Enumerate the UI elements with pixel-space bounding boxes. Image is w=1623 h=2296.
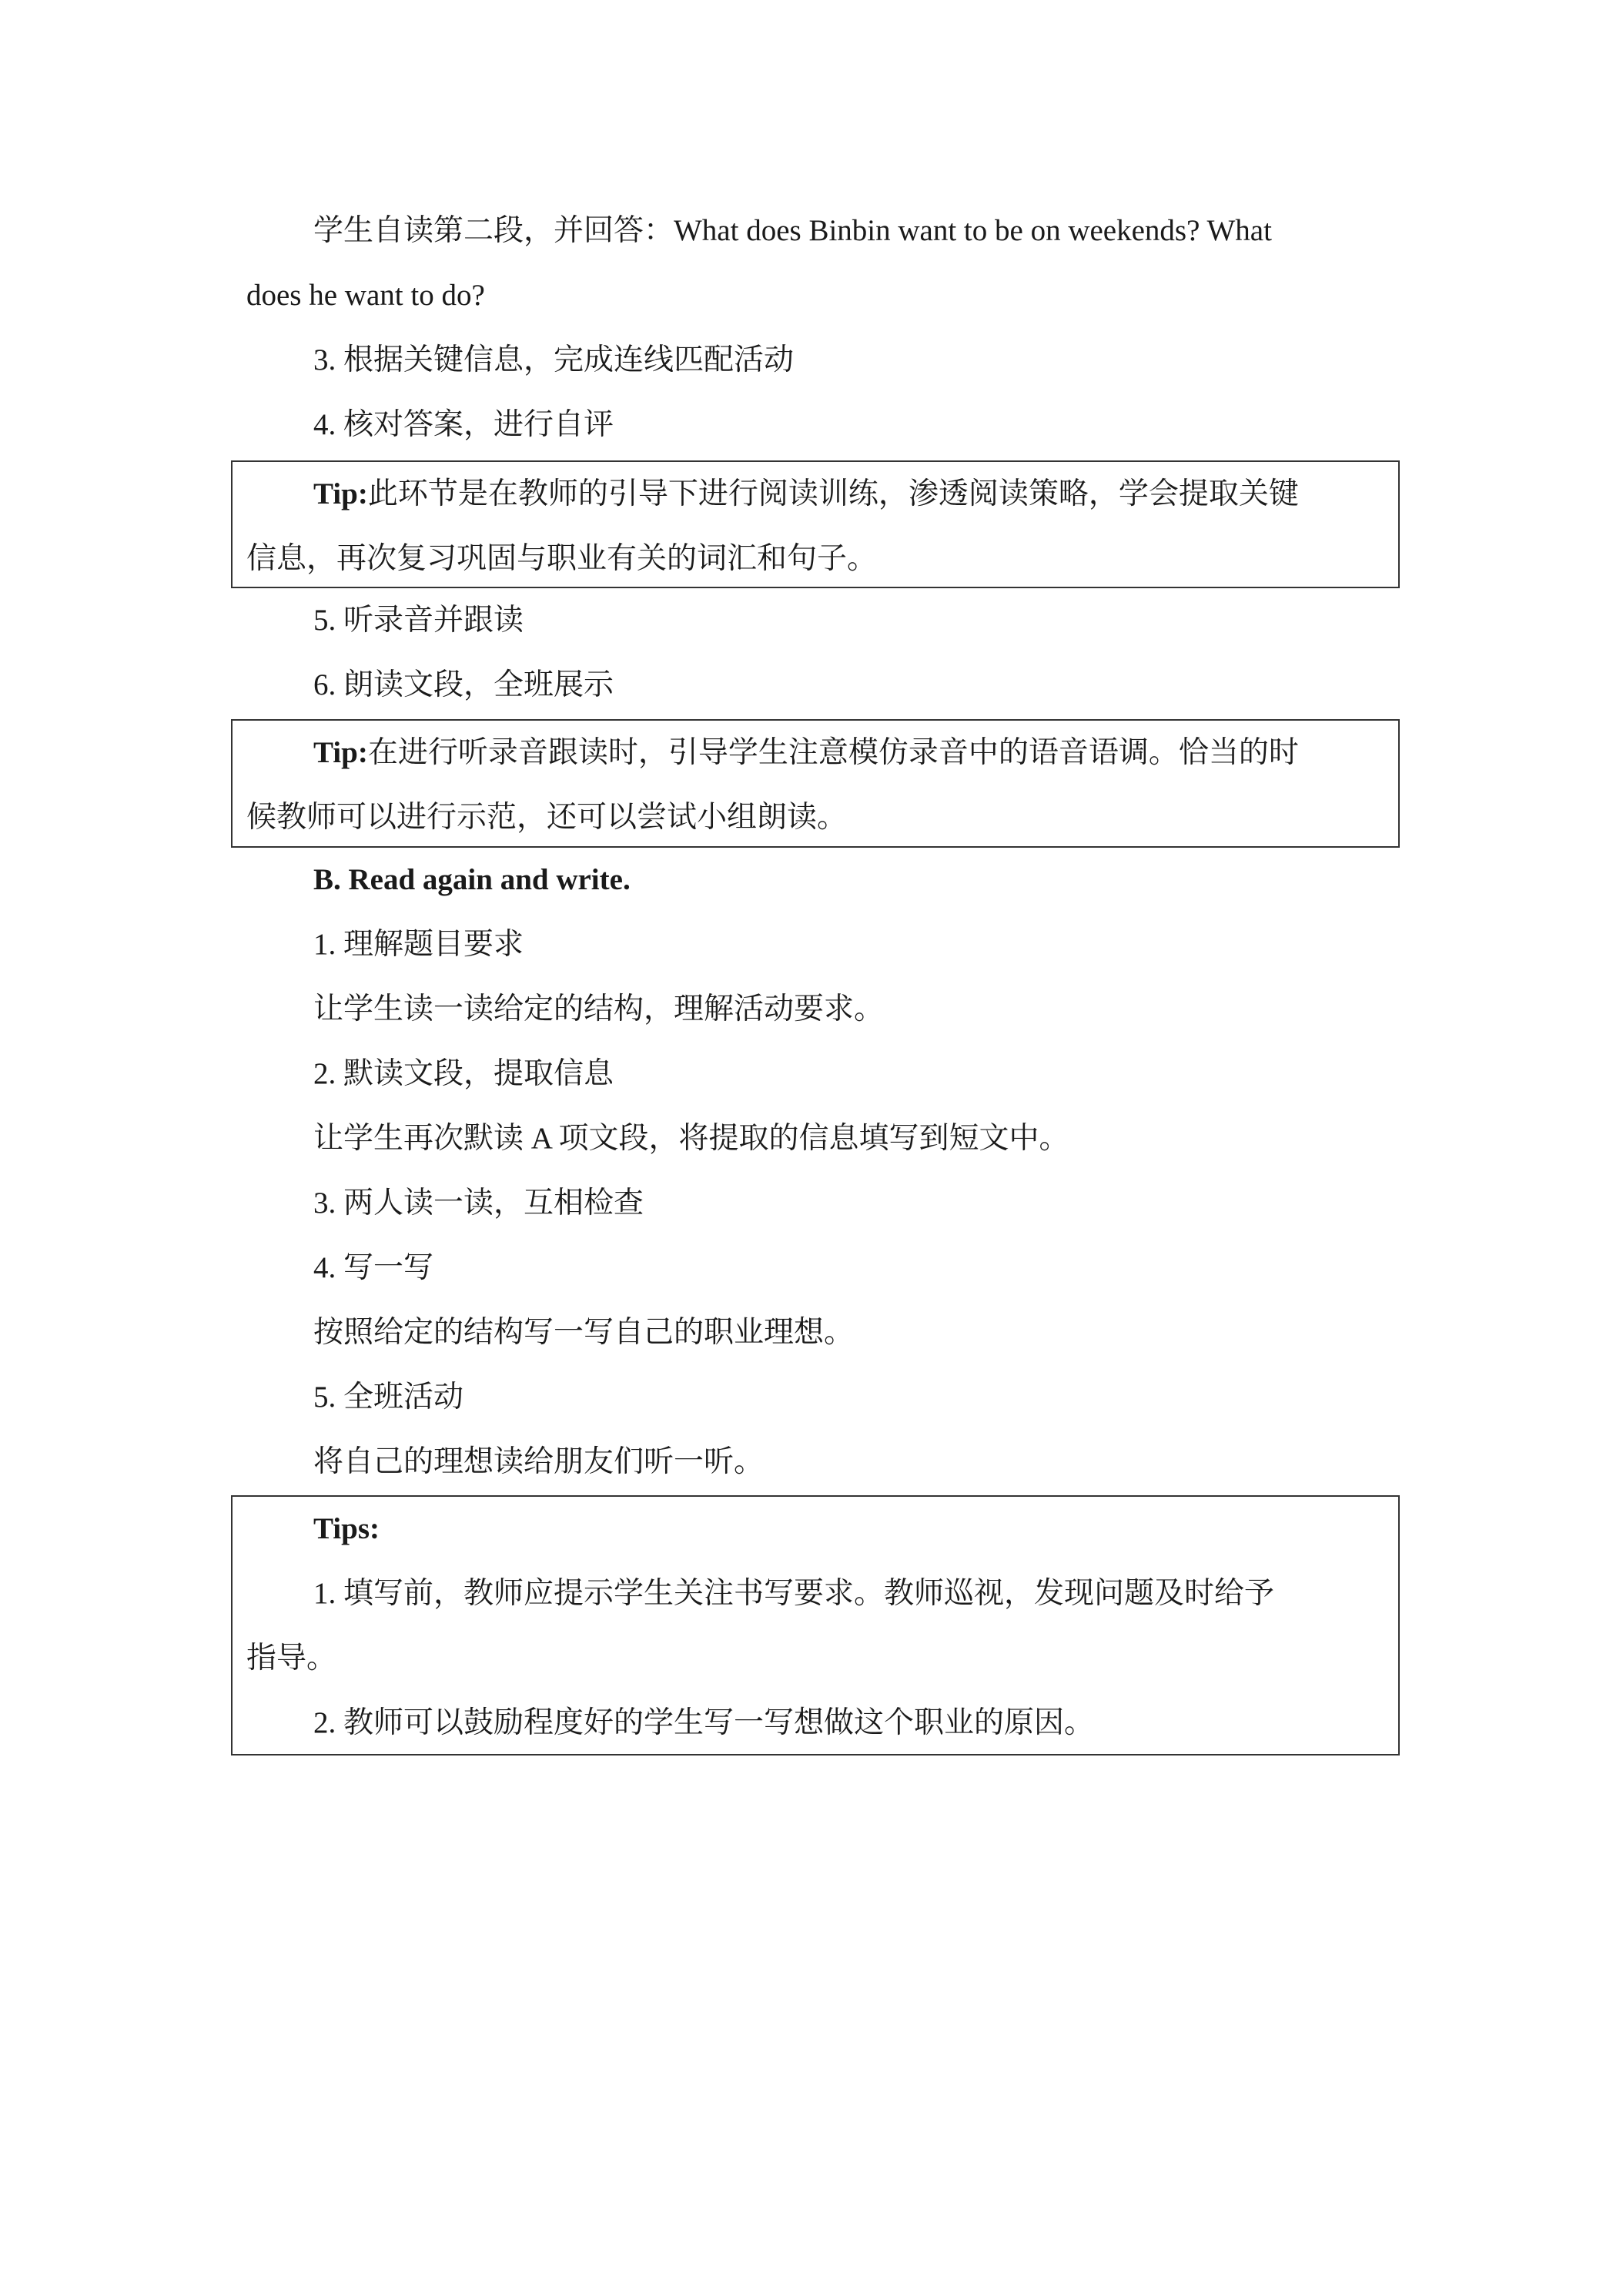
step-4-b-desc: 按照给定的结构写一写自己的职业理想。: [313, 1316, 855, 1349]
tip-1-text-1: 此环节是在教师的引导下进行阅读训练，渗透阅读策略，学会提取关键: [367, 477, 1299, 510]
step-5-b: 5. 全班活动: [313, 1381, 464, 1414]
tip-2-label: Tip:: [313, 736, 368, 769]
step-6-a: 6. 朗读文段，全班展示: [313, 668, 614, 701]
step-2-b-desc: 让学生再次默读 A 项文段，将提取的信息填写到短文中。: [313, 1122, 1069, 1155]
tips-item-1-line-1: 1. 填写前，教师应提示学生关注书写要求。教师巡视，发现问题及时给予: [313, 1577, 1275, 1610]
step-3-a: 3. 根据关键信息，完成连线匹配活动: [313, 343, 795, 377]
tips-label: Tips:: [313, 1512, 380, 1545]
tips-box: [231, 1495, 1400, 1755]
intro-line-1: 学生自读第二段，并回答：What does Binbin want to be on weekends? What: [313, 214, 1272, 247]
step-5-a: 5. 听录音并跟读: [313, 604, 524, 637]
tips-item-1-line-2: 指导。: [246, 1642, 337, 1675]
tip-box-1: [231, 460, 1400, 588]
step-3-b: 3. 两人读一读，互相检查: [313, 1186, 644, 1220]
intro-line-2: does he want to do?: [246, 279, 485, 312]
section-b-heading: B. Read again and write.: [313, 863, 631, 896]
tip-2-text-1: 在进行听录音跟读时，引导学生注意模仿录音中的语音语调。恰当的时: [367, 736, 1299, 769]
tip-1-line-2: 信息，再次复习巩固与职业有关的词汇和句子。: [246, 542, 878, 575]
tip-1-label: Tip:: [313, 477, 368, 510]
tip-2-line-2: 候教师可以进行示范，还可以尝试小组朗读。: [246, 801, 848, 834]
step-1-b: 1. 理解题目要求: [313, 928, 524, 961]
step-5-b-desc: 将自己的理想读给朋友们听一听。: [313, 1445, 765, 1478]
step-4-a: 4. 核对答案，进行自评: [313, 408, 614, 441]
step-1-b-desc: 让学生读一读给定的结构，理解活动要求。: [313, 992, 885, 1026]
tip-1-line-1: [313, 462, 1299, 527]
tips-item-2: 2. 教师可以鼓励程度好的学生写一写想做这个职业的原因。: [313, 1706, 1095, 1739]
step-4-b: 4. 写一写: [313, 1251, 434, 1284]
tip-2-line-1: [313, 721, 1299, 785]
tip-box-2: [231, 719, 1400, 848]
step-2-b: 2. 默读文段，提取信息: [313, 1057, 614, 1090]
